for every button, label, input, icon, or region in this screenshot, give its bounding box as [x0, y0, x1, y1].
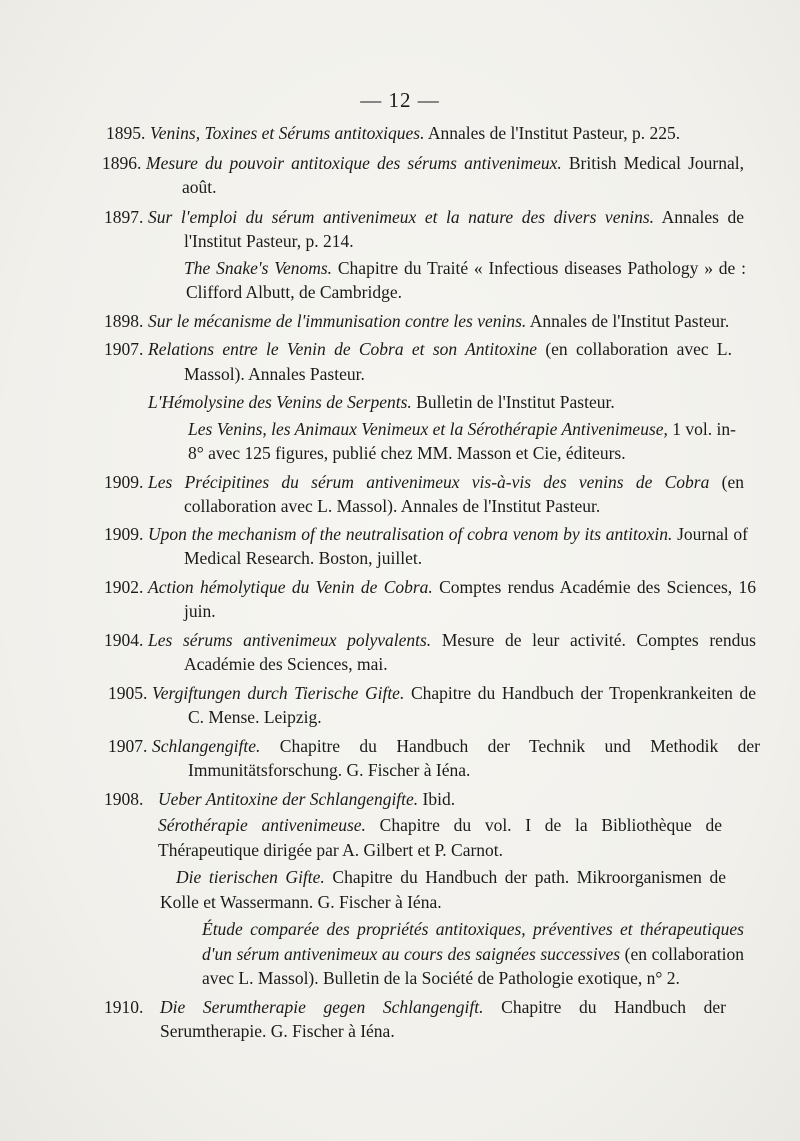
entry-title: Action hémolytique du Venin de Cobra. [148, 576, 433, 597]
entry-body [148, 205, 744, 254]
entry-year: 1905. [108, 682, 148, 703]
entry-year: 1904. [104, 629, 144, 650]
entry-title: Die tierischen Gifte. [176, 867, 325, 887]
entry-year: 1907. [104, 339, 144, 359]
bibliography-entry [0, 470, 800, 519]
entry-title: L'Hémolysine des Venins de Serpents. [148, 392, 412, 412]
bibliography-entry [0, 575, 800, 624]
entry-text: Chapitre du Handbuch der Serumtherapie. G. Fischer à Iéna. [160, 996, 726, 1041]
entry-text: Annales de l'Institut Pasteur, p. 214. [184, 206, 744, 251]
entry-body [158, 813, 722, 862]
entry-body [158, 787, 718, 812]
entry-title: The Snake's Venoms. [184, 257, 333, 278]
entry-title: Upon the mechanism of the neutralisation of cobra venom by its antitoxin. [148, 523, 673, 544]
entry-body [148, 390, 708, 415]
entry-body [148, 309, 744, 334]
entry-body [148, 522, 748, 571]
bibliography-list [0, 121, 800, 1044]
entry-title: Sur l'emploi du sérum antivenimeux et la nature des divers venins. [148, 206, 655, 227]
entry-year: 1895. [106, 123, 146, 143]
entry-body [184, 917, 744, 991]
entry-year: 1909. [104, 523, 144, 544]
entry-body [150, 121, 758, 146]
bibliography-entry [0, 309, 800, 334]
bibliography-entry [0, 121, 800, 146]
entry-title: Les Venins, les Animaux Venimeux et la Sérothérapie Antivenimeuse, [188, 418, 668, 439]
entry-year: 1898. [104, 310, 144, 331]
entry-text: Annales de l'Institut Pasteur. [526, 310, 730, 331]
bibliography-entry [0, 787, 800, 812]
entry-year: 1907. [108, 735, 148, 756]
entry-body [148, 417, 736, 466]
entry-year: 1908. [104, 788, 144, 809]
bibliography-entry [0, 813, 800, 862]
entry-text: Chapitre du vol. I de la Bibliothèque de Thérapeutique dirigée par A. Gilbert et P. Carnot. [158, 815, 722, 860]
entry-body [146, 151, 744, 200]
entry-title: Les sérums antivenimeux polyvalents. [148, 629, 432, 650]
bibliography-entry [0, 522, 800, 571]
page-number: — 12 — [360, 88, 440, 112]
entry-title: Sérothérapie antivenimeuse. [158, 815, 366, 835]
bibliography-entry [0, 865, 800, 914]
bibliography-entry [0, 205, 800, 254]
entry-text: 1 vol. in-8° avec 125 figures, publié chez MM. Masson et Cie, éditeurs. [188, 418, 736, 463]
entry-text: Chapitre du Handbuch der path. Mikroorganismen de Kolle et Wassermann. G. Fischer à Iéna. [160, 867, 726, 912]
bibliography-entry [0, 681, 800, 730]
entry-title: Mesure du pouvoir antitoxique des sérums antivenimeux. [146, 152, 562, 173]
bibliography-entry [0, 256, 800, 305]
entry-text: (en collaboration avec L. Massol). Bulletin de la Société de Pathologie exotique, n° 2. [202, 943, 744, 988]
entry-title: Ueber Antitoxine der Schlangengifte. [158, 788, 419, 809]
entry-title: Sur le mécanisme de l'immunisation contre les venins. [148, 310, 527, 331]
entry-title: Les Précipitines du sérum antivenimeux vis-à-vis des venins de Cobra [148, 471, 710, 492]
entry-title: Vergiftungen durch Tierische Gifte. [152, 682, 405, 703]
entry-text: Chapitre du Handbuch der Tropenkrankeiten de C. Mense. Leipzig. [188, 682, 756, 727]
bibliography-entry [0, 628, 800, 677]
entry-body [148, 256, 746, 305]
bibliography-entry [0, 390, 800, 415]
entry-body [148, 470, 744, 519]
entry-text: Annales de l'Institut Pasteur, p. 225. [424, 123, 681, 143]
entry-title: Relations entre le Venin de Cobra et son Antitoxine [148, 339, 538, 359]
entry-title: Die Serumtherapie gegen Schlangengift. [160, 996, 484, 1017]
entry-text: Ibid. [418, 788, 456, 809]
bibliography-entry [0, 917, 800, 991]
entry-text: (en collaboration avec L. Massol). Annales Pasteur. [184, 339, 732, 384]
entry-title: Étude comparée des propriétés antitoxiques, préventives et thérapeutiques d'un sérum antivenimeux au cours des saignées successives [202, 919, 744, 964]
entry-text: Comptes rendus Académie des Sciences, 16 juin. [184, 576, 756, 621]
bibliography-entry [0, 734, 800, 783]
bibliography-entry [0, 995, 800, 1044]
entry-year: 1896. [102, 152, 142, 173]
entry-body [160, 995, 726, 1044]
entry-text: Chapitre du Handbuch der Technik und Methodik der Immunitätsforschung. G. Fischer à Iéna. [188, 735, 760, 780]
entry-year: 1909. [104, 471, 144, 492]
entry-text: Chapitre du Traité « Infectious diseases Pathology » de : Clifford Albutt, de Cambridge. [186, 257, 746, 302]
bibliography-entry [0, 337, 800, 386]
entry-body [160, 865, 726, 914]
entry-text: British Medical Journal, août. [182, 152, 744, 197]
bibliography-entry [0, 417, 800, 466]
entry-text: Mesure de leur activité. Comptes rendus Académie des Sciences, mai. [184, 629, 756, 674]
entry-body [148, 575, 756, 624]
entry-year: 1910. [104, 996, 144, 1017]
bibliography-entry [0, 151, 800, 200]
entry-text: Bulletin de l'Institut Pasteur. [411, 392, 615, 412]
entry-body [152, 734, 760, 783]
entry-year: 1902. [104, 576, 144, 597]
entry-title: Schlangengifte. [152, 735, 261, 756]
entry-text: (en collaboration avec L. Massol). Annales de l'Institut Pasteur. [184, 471, 744, 516]
entry-title: Venins, Toxines et Sérums antitoxiques. [150, 123, 425, 143]
entry-body [148, 628, 756, 677]
entry-year: 1897. [104, 206, 144, 227]
entry-text: Journal of Medical Research. Boston, juillet. [184, 523, 748, 568]
entry-body [148, 337, 732, 386]
entry-body [152, 681, 756, 730]
